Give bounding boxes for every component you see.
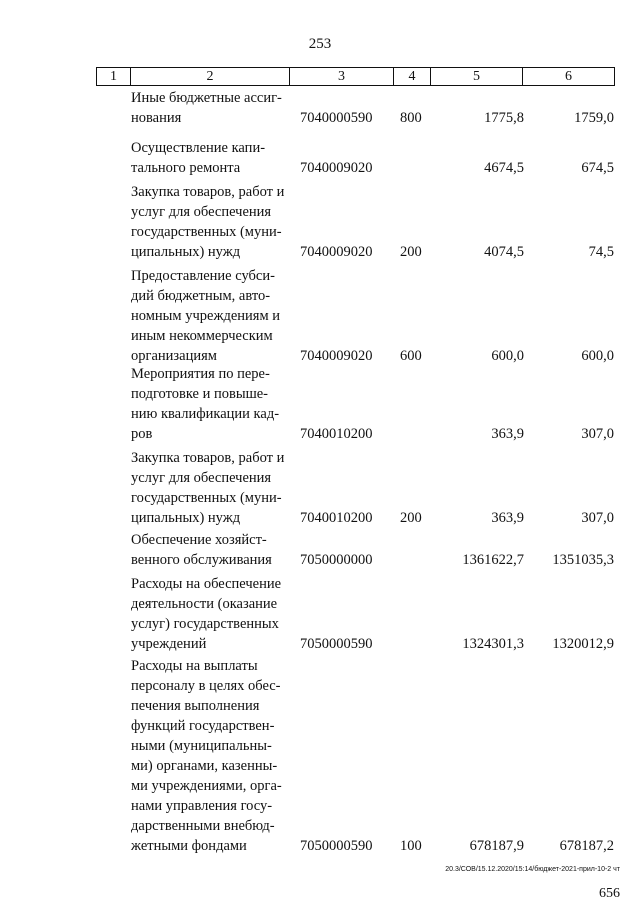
row-value-2022: 74,5 — [588, 244, 614, 260]
column-number-1: 1 — [97, 68, 131, 86]
row-name-line: персоналу в целях обес- — [131, 678, 281, 694]
row-name — [131, 364, 289, 444]
row-target-code: 7050000590 — [300, 636, 373, 652]
row-value-2022: 1759,0 — [574, 110, 614, 126]
row-value-2022: 1320012,9 — [552, 636, 614, 652]
row-name-line: ми) органами, казенны- — [131, 758, 278, 774]
row-name-line: нования — [131, 110, 182, 126]
row-name-line: Обеспечение хозяйст- — [131, 532, 267, 548]
row-name-line: подготовке и повыше- — [131, 386, 269, 402]
row-value-2021: 1361622,7 — [462, 552, 524, 568]
row-name-line: деятельности (оказание — [131, 596, 278, 612]
row-name — [131, 656, 289, 856]
row-name-line: тального ремонта — [131, 160, 241, 176]
row-expense-type: 200 — [400, 244, 422, 260]
column-header-row — [97, 68, 615, 86]
row-name-line: печения выполнения — [131, 698, 260, 714]
footer-page-number: 656 — [599, 886, 620, 901]
row-name-line: услуг для обеспечения — [131, 204, 272, 220]
row-name-line: нами управления госу- — [131, 798, 273, 814]
row-value-2022: 1351035,3 — [552, 552, 614, 568]
row-name-line: венного обслуживания — [131, 552, 272, 568]
row-name — [131, 530, 289, 570]
row-name-line: государственных (муни- — [131, 224, 282, 240]
column-number-3: 3 — [290, 68, 394, 86]
row-value-2021: 678187,9 — [469, 838, 524, 854]
row-target-code: 7040000590 — [300, 110, 373, 126]
row-target-code: 7040009020 — [300, 244, 373, 260]
row-target-code: 7040010200 — [300, 510, 373, 526]
row-value-2021: 4074,5 — [484, 244, 524, 260]
row-name-line: Закупка товаров, работ и — [131, 450, 285, 466]
row-expense-type: 800 — [400, 110, 422, 126]
row-value-2022: 307,0 — [581, 426, 614, 442]
row-name-line: жетными фондами — [131, 838, 247, 854]
row-value-2021: 363,9 — [491, 510, 524, 526]
row-value-2021: 1324301,3 — [462, 636, 524, 652]
row-value-2021: 1775,8 — [484, 110, 524, 126]
column-header-table — [96, 67, 615, 86]
row-expense-type: 100 — [400, 838, 422, 854]
row-value-2022: 678187,2 — [559, 838, 614, 854]
row-value-2021: 600,0 — [491, 348, 524, 364]
row-name — [131, 448, 289, 528]
row-name-line: ципальных) нужд — [131, 244, 241, 260]
row-name-line: дий бюджетным, авто- — [131, 288, 271, 304]
row-name-line: функций государствен- — [131, 718, 275, 734]
row-value-2021: 4674,5 — [484, 160, 524, 176]
row-name-line: услуг) государственных — [131, 616, 279, 632]
row-name-line: Осуществление капи- — [131, 140, 266, 156]
row-name — [131, 88, 289, 128]
row-name-line: ципальных) нужд — [131, 510, 241, 526]
row-name-line: ми учреждениями, орга- — [131, 778, 282, 794]
row-name — [131, 182, 289, 262]
row-target-code: 7040009020 — [300, 160, 373, 176]
row-name-line: Предоставление субси- — [131, 268, 275, 284]
row-name — [131, 574, 289, 654]
row-name-line: ными (муниципальны- — [131, 738, 272, 754]
row-name — [131, 266, 289, 366]
row-name-line: услуг для обеспечения — [131, 470, 272, 486]
row-name-line: государственных (муни- — [131, 490, 282, 506]
row-value-2022: 307,0 — [581, 510, 614, 526]
row-name-line: нию квалификации кад- — [131, 406, 280, 422]
document-file-stamp: 20.3/СОВ/15.12.2020/15:14/бюджет-2021-прил-10-2 чт — [445, 866, 620, 873]
row-target-code: 7040010200 — [300, 426, 373, 442]
row-name-line: Иные бюджетные ассиг- — [131, 90, 282, 106]
row-name-line: Расходы на выплаты — [131, 658, 258, 674]
row-name-line: Мероприятия по пере- — [131, 366, 270, 382]
row-name-line: дарственными внебюд- — [131, 818, 275, 834]
row-expense-type: 600 — [400, 348, 422, 364]
row-value-2022: 674,5 — [581, 160, 614, 176]
row-name-line: организациям — [131, 348, 217, 364]
row-target-code: 7050000590 — [300, 838, 373, 854]
column-number-6: 6 — [523, 68, 615, 86]
row-name — [131, 138, 289, 178]
column-number-4: 4 — [394, 68, 431, 86]
row-target-code: 7050000000 — [300, 552, 373, 568]
row-name-line: учреждений — [131, 636, 207, 652]
row-name-line: иным некоммерческим — [131, 328, 273, 344]
row-name-line: Расходы на обеспечение — [131, 576, 282, 592]
row-value-2021: 363,9 — [491, 426, 524, 442]
row-value-2022: 600,0 — [581, 348, 614, 364]
row-name-line: Закупка товаров, работ и — [131, 184, 285, 200]
row-name-line: ров — [131, 426, 153, 442]
row-name-line: номным учреждениям и — [131, 308, 281, 324]
row-expense-type: 200 — [400, 510, 422, 526]
page-number: 253 — [308, 36, 332, 52]
column-number-5: 5 — [431, 68, 523, 86]
row-target-code: 7040009020 — [300, 348, 373, 364]
column-number-2: 2 — [131, 68, 290, 86]
